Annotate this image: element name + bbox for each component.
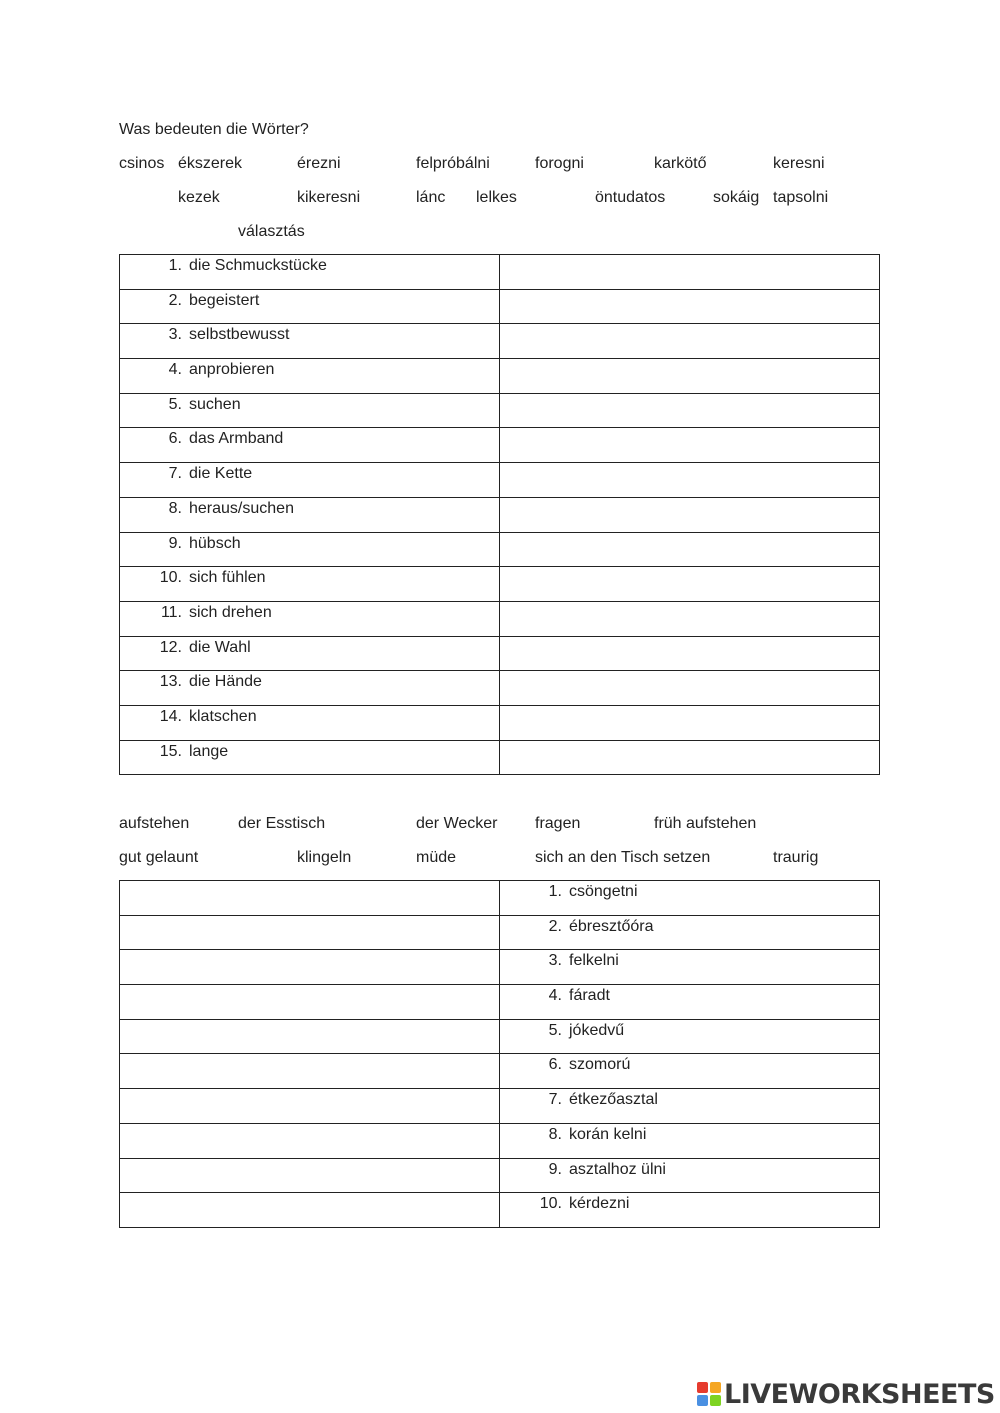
item-word: suchen [189,395,241,413]
answer-field[interactable] [500,463,880,498]
item-word: klatschen [189,707,257,725]
table-row [120,985,880,1020]
word-cell [500,1158,880,1193]
item-number: 12. [159,638,182,656]
word-cell [120,393,500,428]
worksheet-title: Was bedeuten die Wörter? [119,121,309,138]
word-bank-item: ékszerek [178,155,243,172]
answer-field[interactable] [500,393,880,428]
word-cell [120,740,500,775]
table-row [120,950,880,985]
word-bank-item: csinos [119,155,165,172]
word-bank-item: früh aufstehen [654,815,757,832]
item-word: hübsch [189,534,241,552]
item-word: szomorú [569,1056,631,1074]
item-word: étkezőasztal [569,1091,658,1109]
item-number: 1. [548,883,562,900]
word-cell [120,255,500,290]
word-bank-item: érezni [297,155,341,172]
word-cell [500,881,880,916]
item-word: sich fühlen [189,569,266,587]
word-cell [120,428,500,463]
word-bank-item: öntudatos [595,189,666,206]
word-bank-item: kikeresni [297,189,361,206]
item-word: begeistert [189,291,260,309]
item-number: 2. [548,917,562,935]
item-word: das Armband [189,430,284,448]
item-word: jókedvű [569,1021,625,1039]
item-number: 9. [548,1160,562,1178]
table-row [120,915,880,950]
answer-field[interactable] [120,915,500,950]
word-cell [120,636,500,671]
item-word: fáradt [569,987,610,1005]
item-number: 8. [548,1125,562,1143]
answer-field[interactable] [120,1158,500,1193]
word-bank-item: müde [416,849,457,866]
item-word: heraus/suchen [189,499,294,517]
item-word: selbstbewusst [189,326,290,344]
table-row [120,324,880,359]
table-row [120,881,880,916]
word-bank-item: lelkes [476,189,517,206]
answer-field[interactable] [500,289,880,324]
vocabulary-table-2 [119,880,880,1228]
answer-field[interactable] [500,324,880,359]
table-row [120,289,880,324]
word-cell [500,915,880,950]
vocabulary-table-1 [119,254,880,775]
word-bank-item: lánc [416,189,446,206]
item-word: die Kette [189,465,253,483]
word-cell [120,532,500,567]
table-row [120,1123,880,1158]
table-row [120,1019,880,1054]
logo-square [697,1382,708,1393]
answer-field[interactable] [120,985,500,1020]
table-row [120,463,880,498]
answer-field[interactable] [500,671,880,706]
item-number: 6. [548,1056,562,1074]
word-cell [120,359,500,394]
answer-field[interactable] [120,1089,500,1124]
word-cell [500,985,880,1020]
word-cell [500,950,880,985]
answer-field[interactable] [500,636,880,671]
word-bank-item: kezek [178,189,220,206]
table-row [120,705,880,740]
word-cell [120,497,500,532]
word-bank-item: forogni [535,155,584,172]
item-number: 3. [548,952,562,970]
word-bank-item: gut gelaunt [119,849,199,866]
answer-field[interactable] [120,881,500,916]
table-row [120,601,880,636]
answer-field[interactable] [500,532,880,567]
answer-field[interactable] [120,1193,500,1228]
item-number: 4. [168,361,182,379]
item-number: 4. [548,987,562,1005]
logo-square [697,1395,708,1406]
word-bank-item: keresni [773,155,825,172]
answer-field[interactable] [500,359,880,394]
word-cell [500,1019,880,1054]
word-bank-item: fragen [535,815,581,832]
word-cell [120,705,500,740]
logo-icon [697,1382,721,1406]
word-cell [500,1054,880,1089]
liveworksheets-logo [697,1379,995,1409]
logo-square [710,1395,721,1406]
table-row [120,532,880,567]
answer-field[interactable] [500,567,880,602]
table-row [120,1089,880,1124]
answer-field[interactable] [120,1054,500,1089]
item-word: felkelni [569,952,619,970]
table-row [120,428,880,463]
item-number: 8. [168,499,182,517]
item-number: 7. [548,1091,562,1109]
item-number: 3. [168,326,182,344]
word-cell [500,1193,880,1228]
table-row [120,740,880,775]
item-number: 10. [539,1195,562,1213]
word-cell [120,463,500,498]
logo-text: LIVEWORKSHEETS [724,1378,995,1410]
item-number: 15. [159,742,182,760]
word-bank-item: der Wecker [416,815,498,832]
table-row [120,1158,880,1193]
item-number: 5. [168,395,182,413]
item-word: kérdezni [569,1195,630,1213]
item-number: 7. [168,465,182,483]
word-bank-item: tapsolni [773,189,829,206]
answer-field[interactable] [120,1123,500,1158]
item-number: 6. [168,430,182,448]
item-number: 2. [168,291,182,309]
answer-field[interactable] [120,1019,500,1054]
answer-field[interactable] [500,601,880,636]
word-bank-item: sokáig [713,189,760,206]
item-word: csöngetni [569,883,638,900]
table-row [120,255,880,290]
item-word: ébresztőóra [569,917,654,935]
answer-field[interactable] [120,950,500,985]
table-row [120,1054,880,1089]
item-word: lange [189,742,229,760]
item-word: die Wahl [189,638,251,656]
word-cell [120,289,500,324]
table-row [120,567,880,602]
item-number: 14. [159,707,182,725]
item-word: korán kelni [569,1125,647,1143]
answer-field[interactable] [500,428,880,463]
word-cell [500,1123,880,1158]
item-number: 10. [159,569,182,587]
word-cell [120,671,500,706]
word-bank-item: traurig [773,849,819,866]
logo-square [710,1382,721,1393]
word-bank-item: sich an den Tisch setzen [535,849,711,866]
item-number: 13. [159,673,182,691]
item-word: sich drehen [189,603,272,621]
word-cell [120,324,500,359]
item-number: 11. [160,603,182,621]
item-number: 9. [168,534,182,552]
table-row [120,497,880,532]
word-cell [120,567,500,602]
word-bank-item: der Esstisch [238,815,326,832]
word-bank-item: aufstehen [119,815,190,832]
answer-field[interactable] [500,497,880,532]
answer-field[interactable] [500,255,880,290]
table-row [120,636,880,671]
item-word: asztalhoz ülni [569,1160,666,1178]
table-row [120,1193,880,1228]
word-cell [500,1089,880,1124]
item-word: die Hände [189,673,262,691]
word-bank-item: karkötő [654,155,707,172]
item-word: anprobieren [189,361,275,379]
word-bank-item: választás [238,223,305,240]
word-bank-item: felpróbálni [416,155,490,172]
table-row [120,393,880,428]
answer-field[interactable] [500,740,880,775]
item-number: 5. [548,1021,562,1039]
answer-field[interactable] [500,705,880,740]
word-bank-item: klingeln [297,849,352,866]
table-row [120,671,880,706]
word-cell [120,601,500,636]
table-row [120,359,880,394]
item-number: 1. [168,257,182,274]
item-word: die Schmuckstücke [189,257,327,274]
